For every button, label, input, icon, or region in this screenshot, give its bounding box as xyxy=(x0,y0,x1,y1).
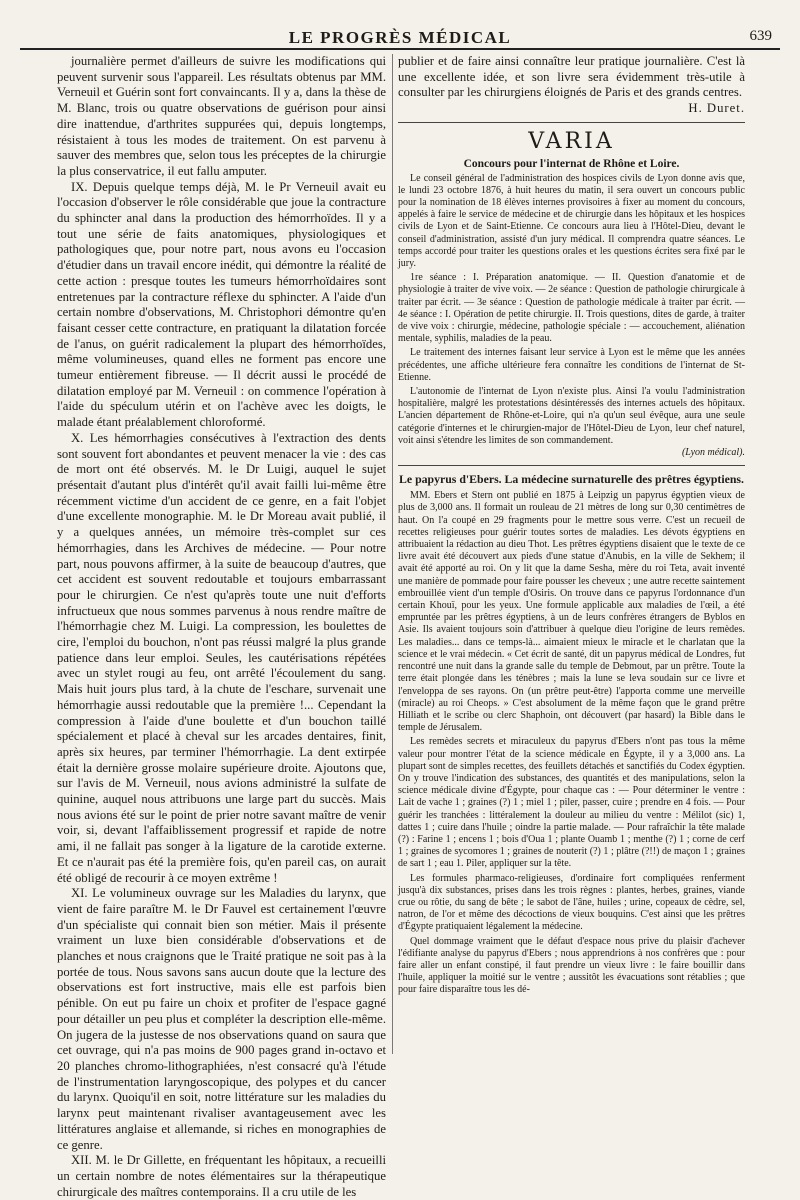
journal-title: LE PROGRÈS MÉDICAL xyxy=(288,28,512,47)
article-internat-paragraph: 1re séance : I. Préparation anatomique. — II. Question d'anatomie et de physiologie à traiter de vive voix. — 2e séance : Question de pathologie chirurgicale à traiter par écrit. — 3e séance : Question de pathologie médicale à traiter par écrit. — 4e séance : I. Opération de petite chirurgie. II. Trois questions, dites de garde, à traiter de vive voix : chirurgie, médecine, pathologie spéciale : — accouchement, aliénation mentale, syphilis, maladies de la peau. xyxy=(398,272,745,345)
article-papyrus-paragraph: Les formules pharmaco-religieuses, d'ordinaire fort compliquées renferment jusqu'à dix substances, prises dans les trois règnes : plantes, herbes, graines, viande crue ou rôtie, du sang de bête ; le sabot de l'âne, huiles ; urine, copeaux de cèdre, sel, natron, de l'or et même des décoctions de vieux bouquins. C'est ainsi que les prêtres d'Égypte pratiquaient légalement la médecine. xyxy=(398,872,745,933)
article-papyrus-paragraph: Les remèdes secrets et miraculeux du papyrus d'Ebers n'ont pas tous la même valeur pour montrer l'état de la science médicale en Égypte, il y a 3,000 ans. La plupart sont de simples recettes, des feuillets détachés et sanctifiés du Codex égyptien. On y trouve l'indication des substances, des quantités et des manipulations, selon la science médicale divine d'Égypte, pour chaque cas : — Pour déterminer le ventre : Lait de vache 1 ; graines (?) 1 ; miel 1 ; piler, passer, cuire ; prendre en 4 fois. — Pour guérir les tranchées : littéralement la douleur au milieu du ventre : Mélilot (sic) 1, dattes 1 ; cuire dans l'huile ; oindre la partie malade. — Pour rafraîchir la tête malade (?) : Farine 1 ; encens 1 ; bois d'Oua 1 ; plante Ouamb 1 ; menthe (?) 1 ; corne de cerf 1 ; graines de sycomores 1 ; graines de nouterit (?) 1 ; plâtre (?!!) de maçon 1 ; graines de sart 1 ; eau 1. Piler, appliquer sur la tête. xyxy=(398,736,745,870)
article-internat-paragraph: Le traitement des internes faisant leur service à Lyon est le même que les années précédentes, une affiche ultérieure fera connaître les conditions de l'internat de St-Etienne. xyxy=(398,347,745,383)
article-papyrus-title: Le papyrus d'Ebers. La médecine surnaturelle des prêtres égyptiens. xyxy=(399,472,744,487)
review-intro: publier et de faire ainsi connaître leur pratique journalière. C'est là une excellente idée, et son livre sera évidemment très-utile à consulter par les chirurgiens éloignés de Paris et des grands centres. xyxy=(398,54,745,100)
article-papyrus-paragraph: Quel dommage vraiment que le défaut d'espace nous prive du plaisir d'achever l'édifiante analyse du papyrus d'Ebers ; nous apprendrions à nos confrères que : pour faire aller un enfant constipé, il faut prendre un vieux livre : le faire bouillir dans l'huile, appliquer la moitié sur le ventre ; aussitôt les évacuations sont rétablies ; que pour faire disparaître tous les dé- xyxy=(398,935,745,996)
left-paragraph-ix: IX. Depuis quelque temps déjà, M. le Pr Verneuil avait eu l'occasion d'observer le rôle considérable que joue la contracture du sphincter anal dans la production des hémorrhoïdes. Il y a tout une série de faits anatomiques, physiologiques et pathologiques que, pour notre part, nous avons eu l'occasion d'étudier dans un travail encore inédit, qui démontre la réalité de cette action : presque toutes les tumeurs hémorrhoïdaires sont entretenues par la contracture réflexe du sphincter. A l'aide d'un certain nombre d'observations, M. Christophori démontre qu'en faisant cesser cette contracture, en pratiquant la dilatation forcée de l'anus, on guérit radicalement la plupart des hémorrhoïdes, même volumineuses, quand elles ne forment pas encore une tumeur entièrement fibreuse. — Il décrit aussi le procédé de dilatation employé par M. Verneuil : on commence l'opération à l'aide du spéculum utérin et on l'achève avec les doigts, le malade étant préalablement chloroformé. xyxy=(57,179,386,430)
article-internat-source: (Lyon médical). xyxy=(681,447,745,459)
page-header xyxy=(20,8,780,50)
article-rule xyxy=(398,465,745,466)
article-internat-paragraph: Le conseil général de l'administration des hospices civils de Lyon donne avis que, le lundi 23 octobre 1876, à huit heures du matin, il sera ouvert un concours public pour la nomination de 18 élèves internes provisoires à fixer au moment du concours, appelés à faire le service de médecine et de chirurgie dans les hôpitaux et les hospices civils de Lyon et de Saint-Etienne. Ce concours aura lieu à l'Hôtel-Dieu, devant le conseil d'administration, assisté d'un jury médical. Il comprendra quatre séances. Le temps accordé pour traiter les questions orales et les questions écrites sera fixé par le jury. xyxy=(398,172,745,269)
column-divider xyxy=(392,54,393,1054)
left-paragraph-xii: XII. M. le Dr Gillette, en fréquentant les hôpitaux, a recueilli un certain nombre de notes élémentaires sur la thérapeutique chirurgicale des maîtres contemporains. Il a cru utile de les xyxy=(57,1153,386,1199)
section-rule xyxy=(398,122,745,123)
review-signature: H. Duret. xyxy=(688,100,745,115)
review-continuation xyxy=(398,54,745,116)
left-column xyxy=(57,54,386,1199)
article-internat xyxy=(398,158,745,459)
right-column xyxy=(398,54,745,1054)
article-internat-paragraph: L'autonomie de l'internat de Lyon n'existe plus. Ainsi l'a voulu l'administration hospitalière, malgré les protestations désintéressés des internes actuels des hôpitaux. L'ancien département de Rhône-et-Loire, qui n'a qu'un seul évêque, aura une seule catégorie d'internes et le chirurgien-major de l'Hôtel-Dieu de Lyon, leur chef naturel, voit ainsi s'étendre les limites de son commandement. xyxy=(398,386,745,446)
article-internat-title: Concours pour l'internat de Rhône et Loire. xyxy=(463,158,680,171)
article-papyrus-paragraph: MM. Ebers et Stern ont publié en 1875 à Leipzig un papyrus égyptien vieux de plus de 3,000 ans. Il formait un rouleau de 21 mètres de long sur 0,30 centimètres de haut. On l'a coupé en 29 fragments pour le mettre sous verre. C'est un recueil de recettes religieuses pour guérir toutes sortes de maladies. Les dévots égyptiens en attribuaient la rédaction au dieu Thot. Les prêtres égyptiens disaient que le texte de ce livre avait été découvert aux pieds d'une statue d'Anubis, en la ville de Sekhem; il avait été apporté au roi. On y lit que la dame Sesha, mère du roi Teta, avait inventé une manière de pommade pour faire pousser les cheveux ; une autre recette saintement embrouillée vient d'un temple d'Osiris. On trouve dans ce papyrus l'ordonnance d'un certain Khouï, pour les yeux. Une formule applicable aux maladies de l'œil, a été empruntée par les prêtres égyptiens, à un de leurs confrères étrangers de Byblos en Asie. Ils avaient toujours soin d'attribuer à quelque dieu l'origine de leurs remèdes. Les maladies... dans ce temps-là... aimaient mieux le miracle et le charlatan que la science et le vrai médecin. « Cet écrit de santé, dit un papyrus médical de Londres, fut rencontré une nuit dans la grande salle du temple de Debmout, par un prêtre. Toute la terre était plongée dans les ténèbres ; mais la lune se leva soudain sur ce livre et l'enveloppa de ses rayons. On (un prêtre peut-être) l'apporta comme une merveille (miracle) au roi Cheops. » C'est absolument de la même façon que le grand prêtre Hilliath et le scribe ou clerc Shaphoin, ont découvert (par hasard) la Bible dans le temple de Jérusalem. xyxy=(398,490,745,734)
section-title-varia: VARIA xyxy=(528,129,615,155)
left-paragraph-xi: XI. Le volumineux ouvrage sur les Maladies du larynx, que vient de faire paraître M. le Dr Fauvel est certainement l'œuvre d'un spécialiste qui connait bien son métier. Mais il présente vraiment un luxe bien considérable d'observations et de planches et nous craignons que le Traité pratique ne soit pas à la portée de tous. Nous savons sans aucun doute que la lecture des observations est fort instructive, mais elle est parfois bien pénible. On eut pu faire un choix et profiter de l'espace gagné pour détailler un peu plus et compléter la description elle-même. On jugera de la justesse de nos observations quand on saura que cet ouvrage, qui n'a pas moins de 900 pages grand in-octavo et 20 planches chromo-lithographiées, n'est consacré qu'à l'étude de l'instrumentation laryngoscopique, des polypes et du cancer du larynx. Quoiqu'il en soit, notre littérature sur les maladies du larynx peut maintenant rivaliser avantageusement avec les littératures anglaise et allemande, si riches en monographies de ce genre. xyxy=(57,886,386,1152)
left-paragraph-x: X. Les hémorrhagies consécutives à l'extraction des dents sont souvent fort abondantes et peuvent menacer la vie : des cas de mort ont été observés. M. le Dr Luigi, auquel le sujet présentait d'autant plus d'intérêt qu'il avait failli lui-même être récemment victime d'un accident de ce genre, en a fait l'objet d'une excellente monographie. M. le Dr Moreau avait publié, il y a quelques années, un mémoire très-complet sur ces hémorrhagies, dans les Archives de médecine. — Pour notre part, nous pouvons affirmer, à la suite de beaucoup d'autres, que cet accident est souvent redoutable et toujours embarrassant pour le chirurgien. Ce n'est qu'après toute une nuit d'efforts infructueux que nous sommes parvenus à nous rendre maître de l'hémorrhagie chez M. Luigi. La compression, les boulettes de cire, l'emploi du bouchon, n'ont pas réussi malgré la plus grande patience dans leur emploi. Seules, les cautérisations répétées avec un stylet rougi au feu, ont arrêté l'écoulement du sang. Mais huit jours plus tard, à la chute de l'eschare, survenait une hémorrhagie aussi redoutable que la première !... Cependant la compression à l'aide d'une boulette et d'un bouchon taillé spécialement et placé à cheval sur les arcades dentaires, finit, après six heures, par terminer l'hémorrhagie. La dent extirpée était la dernière grosse molaire supérieure droite. Ajoutons que, sur l'avis de M. Verneuil, nous avions administré la sulfate de quinine, auquel nous attribuons une large part du succès. Mais nous avions été sur le point de prier notre savant maître de venir voir, si, devant l'affaiblissement progressif et rapide de notre ami, il ne fallait pas songer à la ligature de la carotide externe. Et ce n'aurait pas été la première fois, qu'en pareil cas, on aurait été obligé de recourir à ce moyen extrême ! xyxy=(57,430,386,885)
left-paragraph-1: journalière permet d'ailleurs de suivre les modifications qui peuvent survenir sous l'appareil. Les résultats obtenus par MM. Verneuil et Guérin sont fort convaincants. Il y a, dans la thèse de M. Blanc, trois ou quatre observations de guérison pour ainsi dire inattendue, d'arthrites suppurées qui, depuis longtemps, résistaient à tous les modes de traitement. On est parvenu à sauver des membres que, selon tous les préceptes de la chirurgie la plus conservatrice, il eut fallu amputer. xyxy=(57,54,386,178)
article-papyrus xyxy=(398,472,745,996)
page-number: 639 xyxy=(749,28,772,44)
